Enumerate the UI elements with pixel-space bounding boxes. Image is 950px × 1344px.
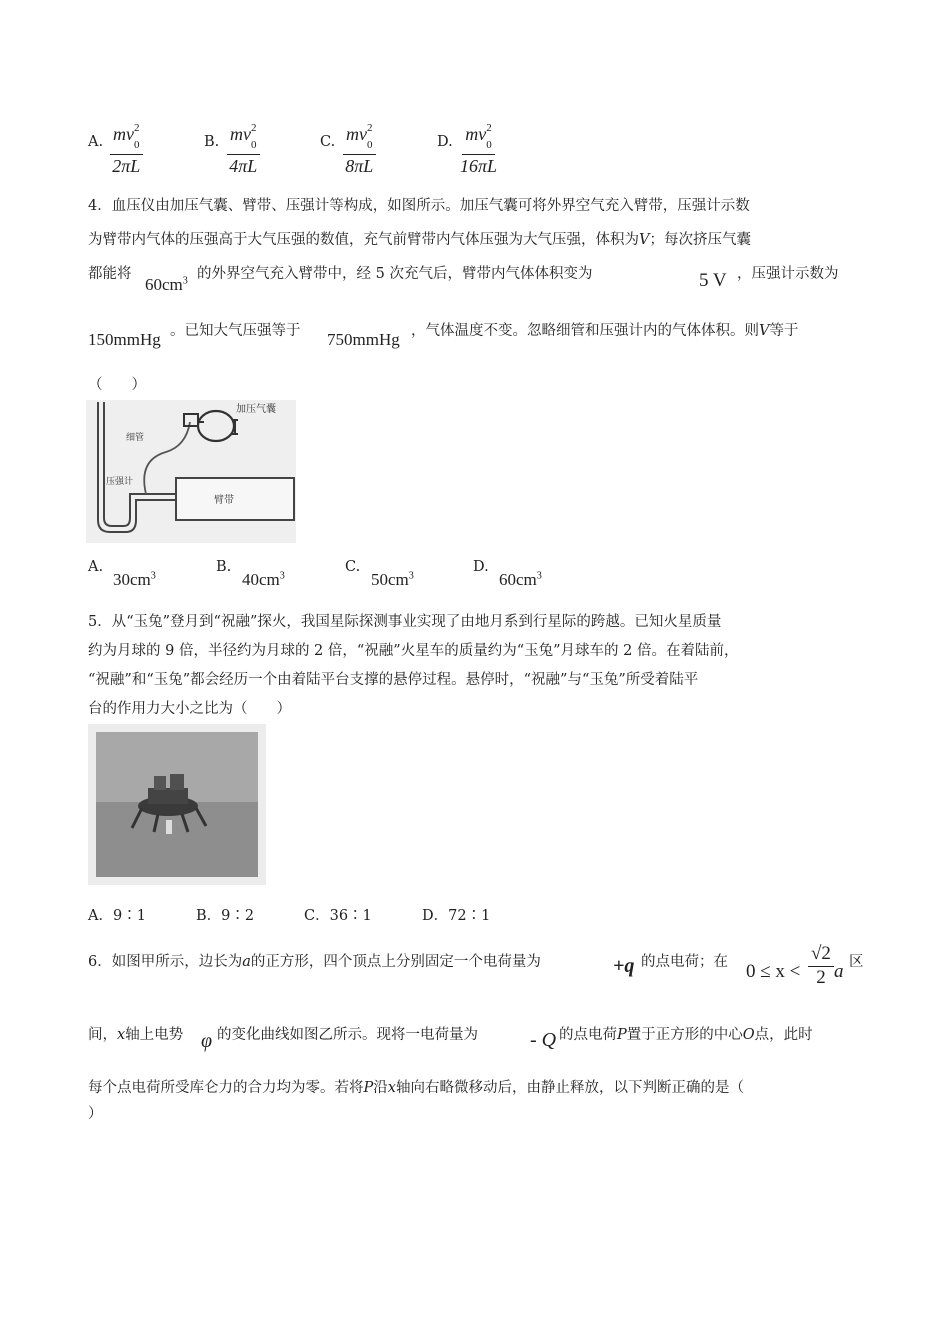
q4-line-4a: 。已知大气压强等于 xyxy=(170,323,301,339)
q6-line-1a: 6．如图甲所示，边长为a的正方形，四个顶点上分别固定一个电荷量为 xyxy=(88,954,541,970)
q4-option-a-label: A. xyxy=(88,559,104,575)
lander-image xyxy=(88,724,266,885)
q4-line-3c: ，压强计示数为 xyxy=(737,266,839,282)
q4-option-c-label: C. xyxy=(345,559,361,575)
q3-option-a-fraction: mv 2 $_0$ 2πL xyxy=(110,124,143,177)
q3-option-c-fraction: mv 2 $_0$ 8πL xyxy=(343,124,376,177)
q4-option-b-value: $40cm^3$ xyxy=(242,570,285,589)
q5-lander-photo xyxy=(88,724,266,885)
q5-line-2: 约为月球的 9 倍，半径约为月球的 2 倍，“祝融”火星车的质量约为“玉兔”月球车的 2 倍。在着陆前， xyxy=(88,643,739,659)
q4-line-4b: ，气体温度不变。忽略细管和压强计内的气体体积。则V等于 xyxy=(411,323,799,339)
q4-volume: $60cm^3$ xyxy=(145,275,188,294)
q6-line-2d: 的点电荷P置于正方形的中心O点，此时 xyxy=(559,1027,813,1043)
q4-option-a-value: $30cm^3$ xyxy=(113,570,156,589)
q4-figure xyxy=(86,400,296,543)
fig-label-gauge: 压强计 xyxy=(106,477,134,487)
q5-line-4: 台的作用力大小之比为（ ） xyxy=(88,701,291,717)
q3-option-d-label: D. xyxy=(437,134,453,150)
q6-sqrt2-over-2: $\frac{√2}{2}$ xyxy=(808,944,834,989)
q6-line-2c: 的变化曲线如图乙所示。现将一电荷量为 xyxy=(217,1027,478,1043)
q5-line-3: “祝融”和“玉兔”都会经历一个由着陆平台支撑的悬停过程。悬停时，“祝融”与“玉兔”所受着陆平 xyxy=(88,672,699,688)
q5-option-d: D．72∶1 xyxy=(422,908,491,924)
blood-pressure-diagram xyxy=(86,400,296,543)
q5-option-c: C．36∶1 xyxy=(304,908,372,924)
q4-option-b-label: B. xyxy=(216,559,232,575)
q6-a2: a xyxy=(834,961,844,982)
q3-option-d-fraction: mv 2 $_0$ 16πL xyxy=(460,122,498,176)
q4-atm-pressure: 750mmHg xyxy=(327,330,400,349)
q4-five-v: 5 V xyxy=(699,270,727,291)
q5-line-1: 5．从“玉兔”登月到“祝融”探火，我国星际探测事业实现了由地月系到行星际的跨越。已知火星质量 xyxy=(88,614,722,630)
q6-line-4: ） xyxy=(88,1106,103,1122)
q4-paren: （ ） xyxy=(88,377,146,393)
q4-line-3: 都能将 xyxy=(88,266,132,282)
q4-option-d-value: $60cm^3$ xyxy=(499,570,542,589)
q6-line-3: 每个点电荷所受库仑力的合力均为零。若将P沿x轴向右略微移动后，由静止释放，以下判断正确的是（ xyxy=(88,1080,744,1096)
q3-option-c-label: C. xyxy=(320,134,336,150)
q6-line-2a: 间，x轴上电势 xyxy=(88,1027,184,1043)
q6-phi: φ xyxy=(201,1030,213,1052)
q6-plus-q: +q xyxy=(613,955,635,977)
q4-line-2: 为臂带内气体的压强高于大气压强的数值，充气前臂带内气体压强为大气压强，体积为V；每次挤压气囊 xyxy=(88,232,751,248)
q5-option-b: B．9∶2 xyxy=(196,908,255,924)
q4-option-d-label: D. xyxy=(473,559,489,575)
q5-option-a: A．9∶1 xyxy=(88,908,146,924)
q6-minus-q: - Q xyxy=(530,1029,557,1051)
fig-label-cuff: 臂带 xyxy=(214,495,234,506)
q4-line-1: 4．血压仪由加压气囊、臂带、压强计等构成，如图所示。加压气囊可将外界空气充入臂带，压强计示数 xyxy=(88,198,750,214)
q4-option-c-value: $50cm^3$ xyxy=(371,570,414,589)
q3-option-b-label: B. xyxy=(204,134,220,150)
q4-line-3b: 的外界空气充入臂带中，经 5 次充气后，臂带内气体体积变为 xyxy=(197,266,593,282)
q6-line-1d: 区 xyxy=(849,954,864,970)
fig-label-tube: 细管 xyxy=(126,433,145,443)
q6-inequality: 0 ≤ x < xyxy=(746,961,801,982)
fig-label-bulb: 加压气囊 xyxy=(236,404,276,415)
q6-line-1c: 的点电荷；在 xyxy=(641,954,728,970)
q3-option-a-label: A. xyxy=(88,134,104,150)
q3-option-b-fraction: mv 2 $_0$ 4πL xyxy=(227,124,260,177)
q4-pressure-gauge: 150mmHg xyxy=(88,330,161,349)
